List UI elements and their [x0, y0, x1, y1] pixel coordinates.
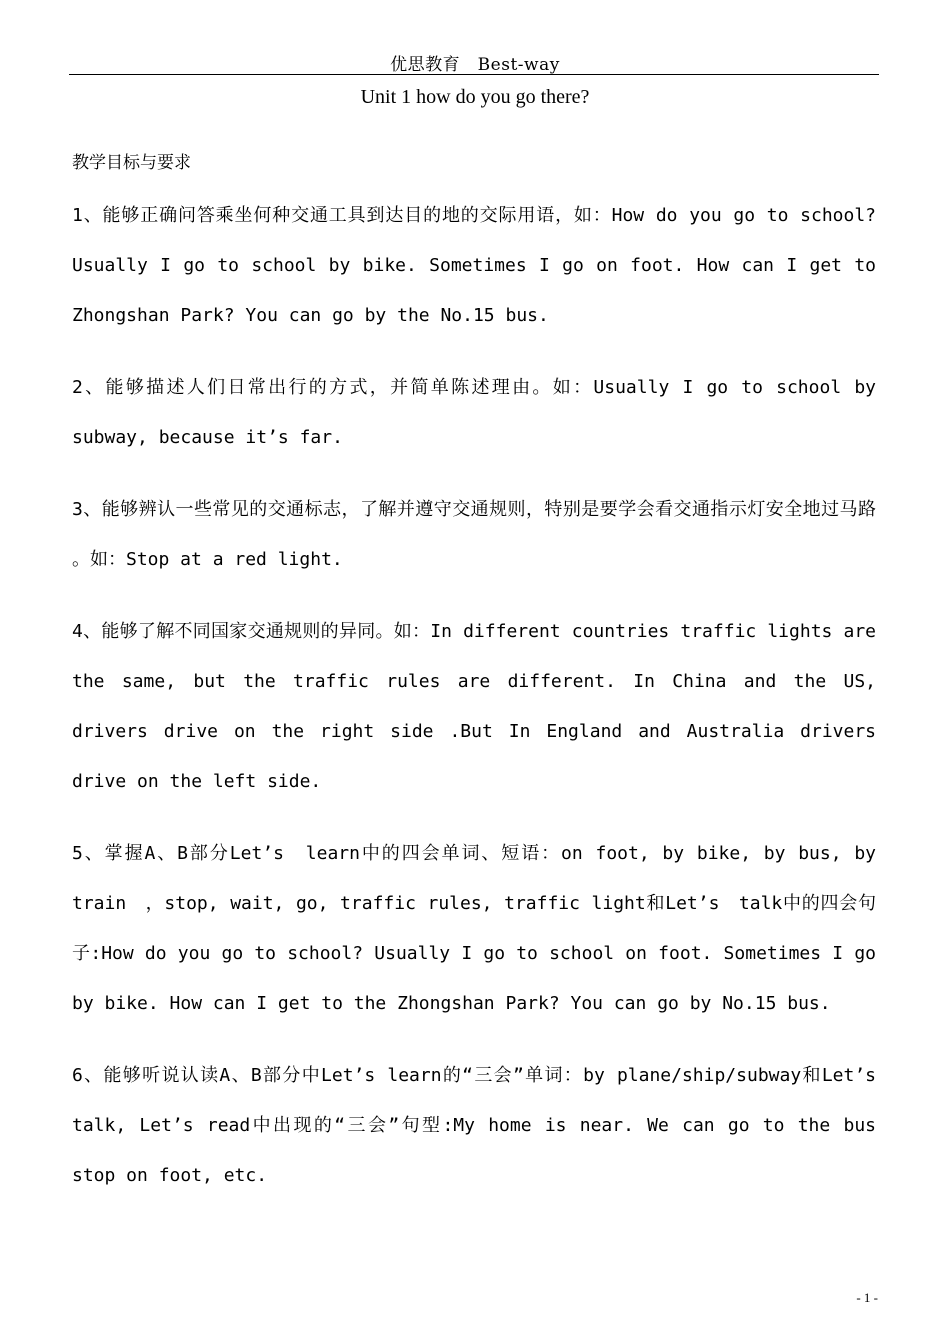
header-text: 优思教育 Best-way: [390, 55, 560, 75]
document-body: [72, 191, 876, 1223]
objective-paragraph-3: 3、能够辨认一些常见的交通标志，了解并遵守交通规则，特别是要学会看交通指示灯安全地过马路 。如：Stop at a red light.: [72, 499, 876, 570]
objective-paragraph-2: 2、能够描述人们日常出行的方式，并简单陈述理由。如：Usually I go to school by subway, because it’s far.: [72, 377, 876, 448]
header-divider: [69, 74, 879, 75]
page-number: - 1 -: [856, 1290, 878, 1305]
document-title: Unit 1 how do you go there?: [360, 86, 590, 108]
objective-paragraph-5: 5、掌握A、B部分Let’s learn中的四会单词、短语：on foot, by bike, by bus, by train ，stop, wait, go, traffic rules, traffic light和Let’s talk中的四会句子:How do you go to school? Usually I go to school on foot. Sometimes I go by bike. How can I get to the Zhongshan Park? You can go by No.15 bus.: [72, 843, 876, 1014]
section-heading: 教学目标与要求: [72, 153, 191, 173]
objective-paragraph-6: 6、能够听说认读A、B部分中Let’s learn的“三会”单词：by plane/ship/subway和Let’s talk, Let’s read中出现的“三会”句型:My home is near. We can go to the bus stop on foot, etc.: [72, 1065, 876, 1186]
objective-paragraph-4: 4、能够了解不同国家交通规则的异同。如：In different countries traffic lights are the same, but the traffic rules are different. In China and the US, drivers drive on the right side .But In England and Australia drivers drive on the left side.: [72, 621, 876, 792]
objective-paragraph-1: 1、能够正确问答乘坐何种交通工具到达目的地的交际用语，如：How do you go to school? Usually I go to school by bike. Sometimes I go on foot. How can I get to Zhongshan Park? You can go by the No.15 bus.: [72, 205, 876, 326]
